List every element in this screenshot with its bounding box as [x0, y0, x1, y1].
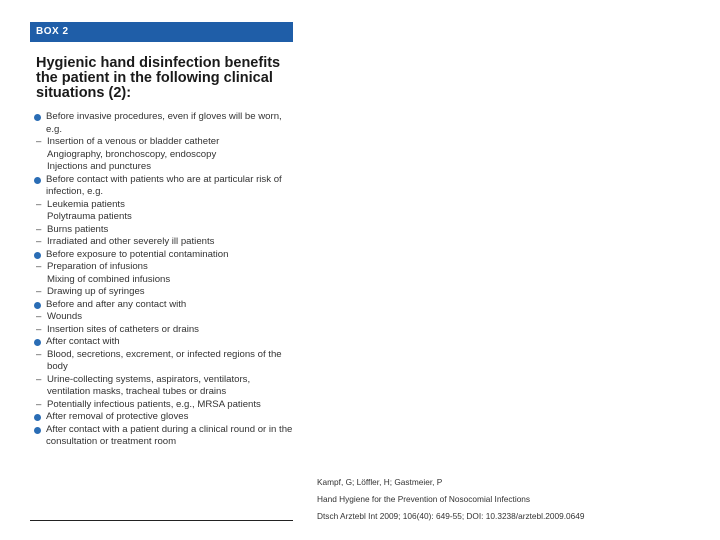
dash-marker: –	[36, 398, 42, 410]
sub-list-item	[34, 224, 293, 237]
dash-marker: –	[36, 236, 42, 247]
sub-list-item	[34, 286, 293, 299]
sub-list-item-text: Injections and punctures	[47, 161, 151, 172]
list-item	[34, 299, 293, 312]
dash-marker: –	[36, 223, 42, 235]
list-item	[34, 249, 293, 262]
dash-marker: –	[36, 323, 42, 335]
list-item-text: Before invasive procedures, even if gloves will be worn, e.g.	[46, 111, 282, 135]
bullet-dot-icon	[34, 302, 41, 309]
list-item	[34, 111, 293, 136]
sub-list-item	[34, 311, 293, 324]
dash-marker: –	[36, 348, 42, 360]
bullet-dot-icon	[34, 427, 41, 434]
citation-title: Hand Hygiene for the Prevention of Nosocomial Infections	[317, 494, 531, 504]
sub-list-item-text: Leukemia patients	[47, 198, 125, 210]
sub-list-item	[34, 236, 293, 249]
sub-list-item	[34, 161, 293, 174]
bullet-dot-icon	[34, 414, 41, 421]
list-item-text: Before contact with patients who are at particular risk of infection, e.g.	[46, 173, 282, 197]
bullet-dot-icon	[34, 339, 41, 346]
dash-marker: –	[36, 261, 42, 272]
sub-list-item	[34, 136, 293, 149]
sub-list-item-text: Insertion sites of catheters or drains	[47, 323, 199, 335]
box-label: BOX 2	[30, 22, 293, 42]
sub-list-item-text: Insertion of a venous or bladder catheter	[47, 136, 220, 147]
list-item	[34, 174, 293, 199]
divider	[30, 520, 293, 521]
citation-authors: Kampf, G; Löffler, H; Gastmeier, P	[317, 477, 443, 487]
dash-marker: –	[36, 198, 42, 210]
bullet-dot-icon	[34, 252, 41, 259]
bullet-dot-icon	[34, 114, 41, 121]
sub-list-item-text: Polytrauma patients	[47, 211, 132, 222]
list-item-text: Before exposure to potential contamination	[46, 248, 229, 260]
sub-list-item-text: Wounds	[47, 311, 83, 322]
sub-list-item-text: Blood, secretions, excrement, or infected regions of the body	[47, 348, 282, 372]
sub-list-item-text: Irradiated and other severely ill patients	[47, 236, 215, 247]
info-box	[30, 22, 293, 521]
sub-list-item-text: Potentially infectious patients, e.g., MRSA patients	[47, 398, 261, 410]
list-item-text: After removal of protective gloves	[46, 411, 189, 422]
sub-list-item	[34, 324, 293, 337]
citation-source: Dtsch Arztebl Int 2009; 106(40): 649-55; DOI: 10.3238/arztebl.2009.0649	[317, 511, 585, 521]
bullet-list	[34, 111, 293, 449]
dash-marker: –	[36, 311, 42, 322]
sub-list-item	[34, 199, 293, 212]
dash-marker: –	[36, 286, 42, 297]
sub-list-item	[34, 211, 293, 224]
sub-list-item-text: Angiography, bronchoscopy, endoscopy	[47, 148, 217, 160]
list-item	[34, 411, 293, 424]
sub-list-item-text: Preparation of infusions	[47, 261, 148, 272]
sub-list-item-text: Drawing up of syringes	[47, 286, 145, 297]
bullet-dot-icon	[34, 177, 41, 184]
list-item-text: After contact with	[46, 336, 120, 347]
box-title: Hygienic hand disinfection benefits the patient in the following clinical situations (2):	[36, 55, 281, 101]
list-item	[34, 424, 293, 449]
sub-list-item	[34, 274, 293, 287]
sub-list-item	[34, 374, 293, 399]
sub-list-item	[34, 399, 293, 412]
sub-list-item	[34, 149, 293, 162]
list-item	[34, 336, 293, 349]
list-item-text: Before and after any contact with	[46, 298, 187, 310]
sub-list-item-text: Burns patients	[47, 223, 109, 235]
list-item-text: After contact with a patient during a clinical round or in the consultation or treatment room	[46, 423, 293, 447]
dash-marker: –	[36, 136, 42, 147]
sub-list-item-text: Mixing of combined infusions	[47, 273, 171, 285]
sub-list-item-text: Urine-collecting systems, aspirators, ventilators, ventilation masks, tracheal tubes or drains	[47, 373, 251, 397]
sub-list-item	[34, 349, 293, 374]
citation	[317, 474, 585, 525]
sub-list-item	[34, 261, 293, 274]
dash-marker: –	[36, 373, 42, 385]
